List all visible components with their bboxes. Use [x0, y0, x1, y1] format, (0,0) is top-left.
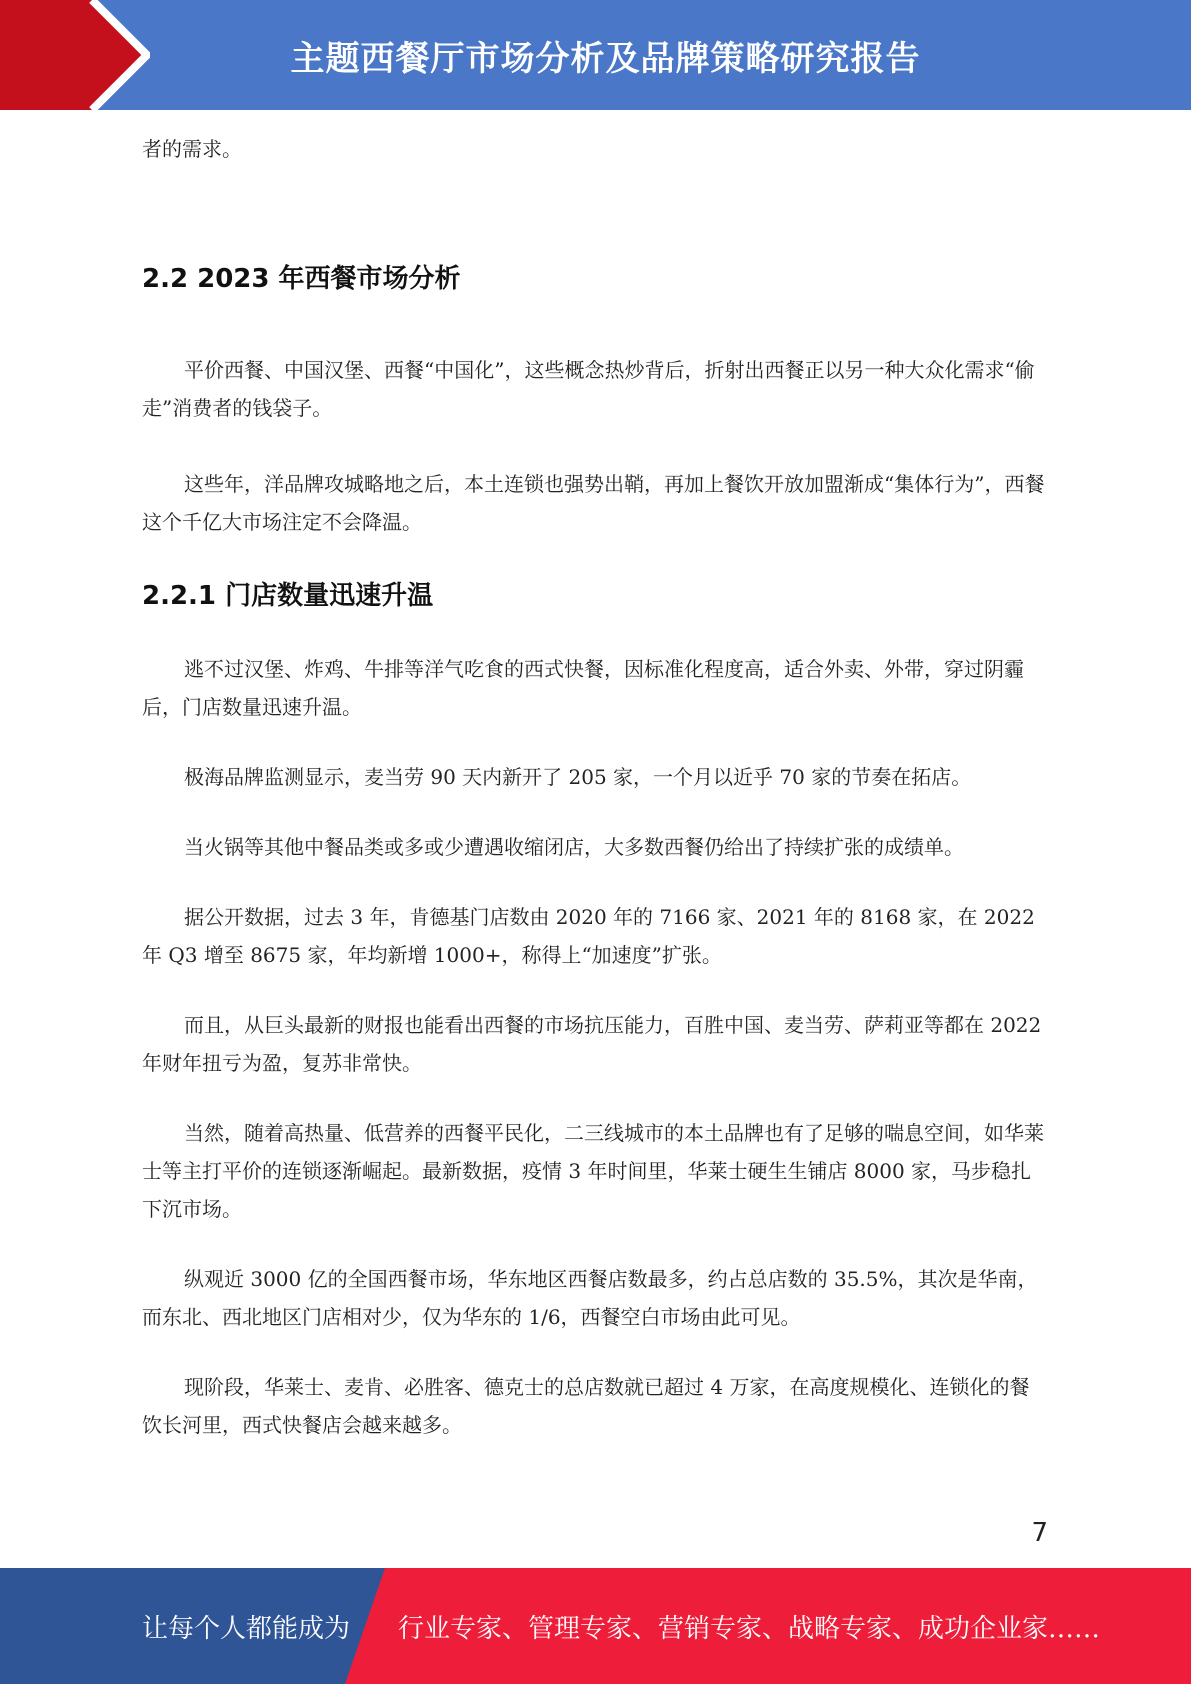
section-heading-2-2: 2.2 2023 年西餐市场分析	[142, 264, 461, 294]
paragraph-continued: 者的需求。	[142, 137, 242, 161]
report-title: 主题西餐厅市场分析及品牌策略研究报告	[290, 38, 921, 79]
footer-slogan-right: 行业专家、管理专家、营销专家、战略专家、成功企业家……	[398, 1613, 1101, 1644]
paragraph: 极海品牌监测显示，麦当劳 90 天内新开了 205 家，一个月以近乎 70 家的节奏在拓店。	[184, 765, 972, 789]
paragraph: 据公开数据，过去 3 年，肯德基门店数由 2020 年的 7166 家、2021 年的 8168 家，在 2022 年 Q3 增至 8675 家，年均新增 1000+，称得上“加速度”扩张。	[142, 905, 1035, 967]
paragraph: 而且，从巨头最新的财报也能看出西餐的市场抗压能力，百胜中国、麦当劳、萨莉亚等都在 2022 年财年扭亏为盈，复苏非常快。	[142, 1013, 1042, 1075]
paragraph: 现阶段，华莱士、麦肯、必胜客、德克士的总店数就已超过 4 万家，在高度规模化、连锁化的餐饮长河里，西式快餐店会越来越多。	[142, 1375, 1030, 1437]
document-body	[142, 130, 1047, 1444]
footer-slogan-left: 让每个人都能成为	[142, 1613, 351, 1644]
page-number: 7	[1031, 1518, 1048, 1548]
paragraph: 逃不过汉堡、炸鸡、牛排等洋气吃食的西式快餐，因标准化程度高，适合外卖、外带，穿过阴霾后，门店数量迅速升温。	[142, 657, 1024, 719]
paragraph: 平价西餐、中国汉堡、西餐“中国化”，这些概念热炒背后，折射出西餐正以另一种大众化需求“偷走”消费者的钱袋子。	[142, 358, 1035, 420]
paragraph: 这些年，洋品牌攻城略地之后，本土连锁也强势出鞘，再加上餐饮开放加盟渐成“集体行为”，西餐这个千亿大市场注定不会降温。	[142, 472, 1045, 534]
paragraph: 当然，随着高热量、低营养的西餐平民化，二三线城市的本土品牌也有了足够的喘息空间，如华莱士等主打平价的连锁逐渐崛起。最新数据，疫情 3 年时间里，华莱士硬生生铺店 8000 家，马步稳扎下沉市场。	[142, 1121, 1044, 1221]
page-header	[0, 0, 1191, 110]
paragraph: 当火锅等其他中餐品类或多或少遭遇收缩闭店，大多数西餐仍给出了持续扩张的成绩单。	[184, 835, 964, 859]
paragraph: 纵观近 3000 亿的全国西餐市场，华东地区西餐店数最多，约占总店数的 35.5%，其次是华南，而东北、西北地区门店相对少，仅为华东的 1/6，西餐空白市场由此可见。	[142, 1267, 1038, 1329]
section-heading-2-2-1: 2.2.1 门店数量迅速升温	[142, 581, 434, 611]
page-footer	[0, 1568, 1191, 1684]
